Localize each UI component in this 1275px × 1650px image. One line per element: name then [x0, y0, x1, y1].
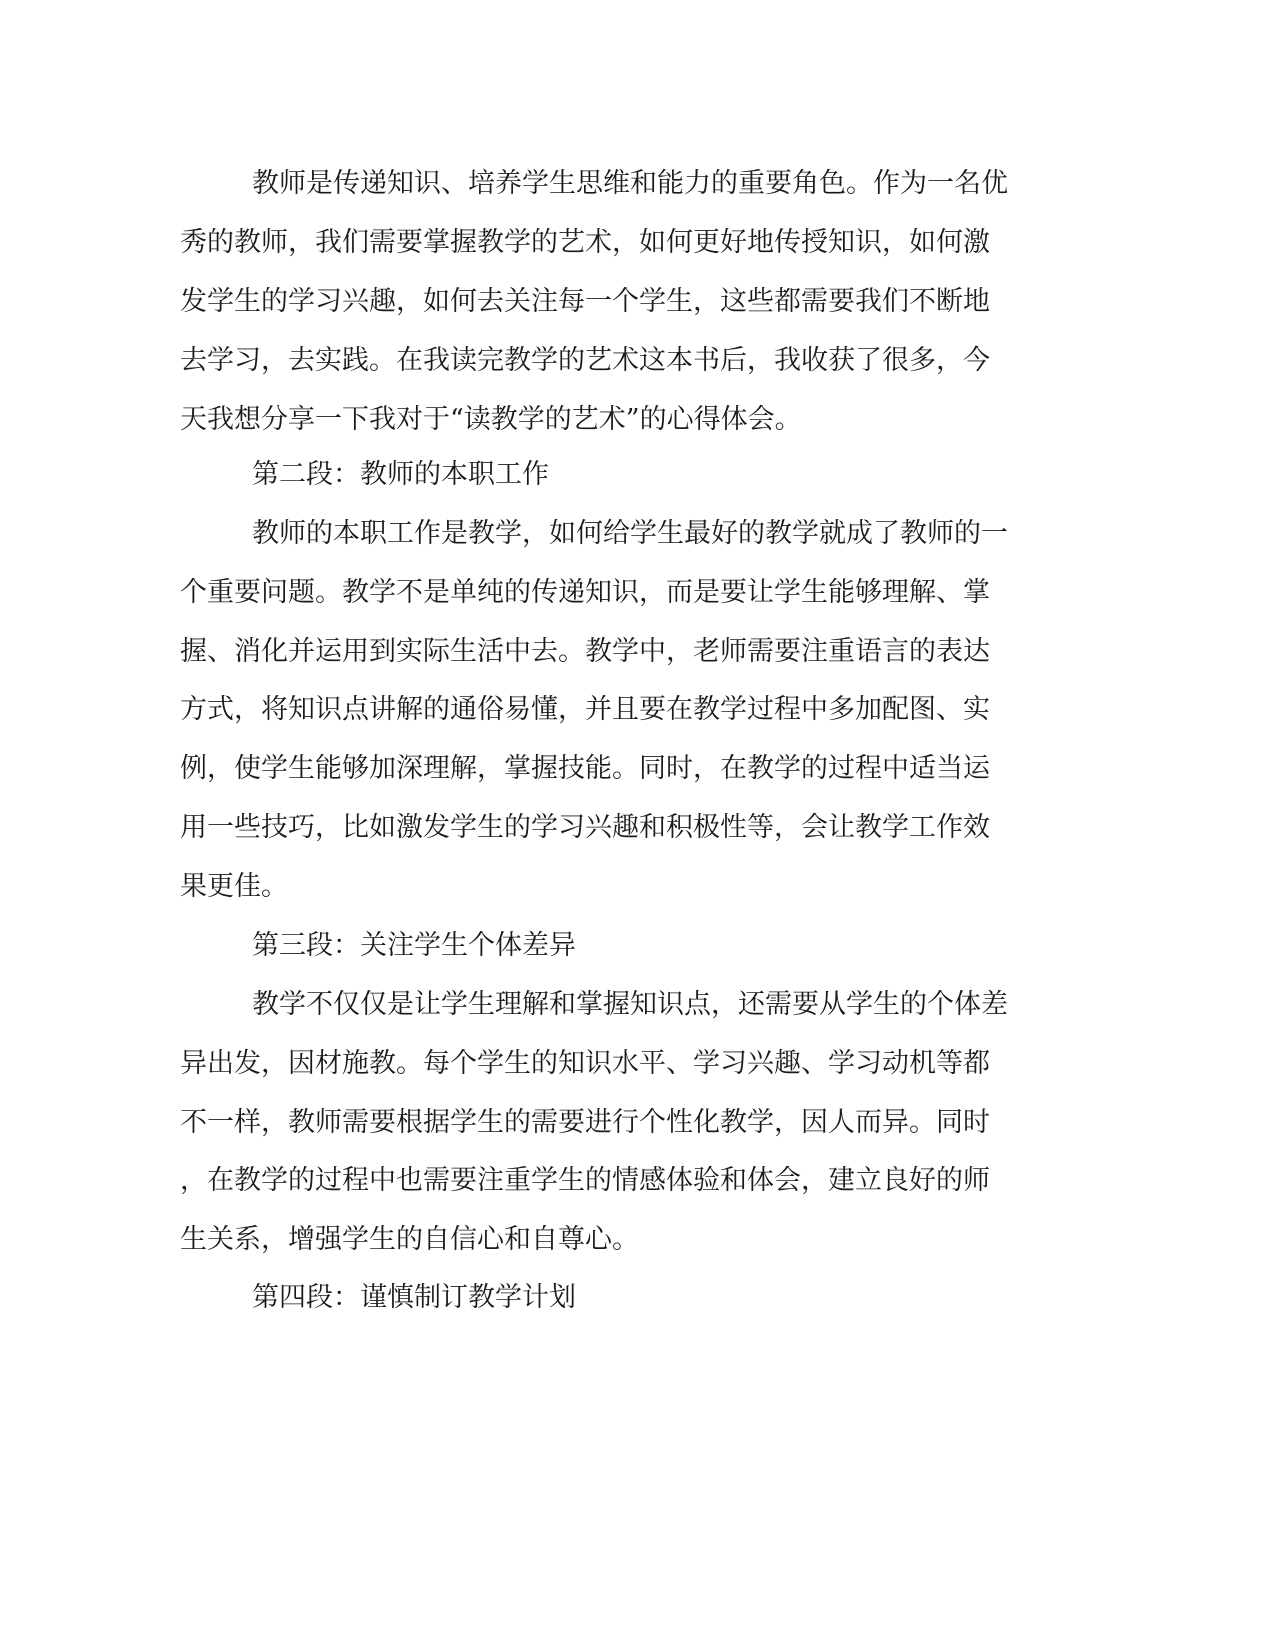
paragraph-2-line-3: 握、消化并运用到实际生活中去。教学中，老师需要注重语言的表达 [180, 636, 990, 667]
paragraph-2-line-7: 果更佳。 [180, 871, 288, 902]
paragraph-1-line-1: 教师是传递知识、培养学生思维和能力的重要角色。作为一名优 [252, 168, 1008, 199]
section-heading-4: 第四段：谨慎制订教学计划 [252, 1282, 576, 1313]
section-heading-2: 第二段：教师的本职工作 [252, 459, 549, 490]
paragraph-2-line-1: 教师的本职工作是教学，如何给学生最好的教学就成了教师的一 [252, 518, 1008, 549]
paragraph-1-line-2: 秀的教师，我们需要掌握教学的艺术，如何更好地传授知识，如何激 [180, 227, 990, 258]
paragraph-1-line-4: 去学习，去实践。在我读完教学的艺术这本书后，我收获了很多，今 [180, 345, 990, 376]
paragraph-1-line-3: 发学生的学习兴趣，如何去关注每一个学生，这些都需要我们不断地 [180, 286, 990, 317]
section-heading-3: 第三段：关注学生个体差异 [252, 930, 576, 961]
paragraph-3-line-4: ，在教学的过程中也需要注重学生的情感体验和体会，建立良好的师 [180, 1165, 990, 1196]
paragraph-2-line-4: 方式，将知识点讲解的通俗易懂，并且要在教学过程中多加配图、实 [180, 694, 990, 725]
paragraph-3-line-5: 生关系，增强学生的自信心和自尊心。 [180, 1224, 639, 1255]
paragraph-1-line-5: 天我想分享一下我对于“读教学的艺术”的心得体会。 [180, 404, 802, 435]
paragraph-2-line-5: 例，使学生能够加深理解，掌握技能。同时，在教学的过程中适当运 [180, 753, 990, 784]
paragraph-2-line-2: 个重要问题。教学不是单纯的传递知识，而是要让学生能够理解、掌 [180, 577, 990, 608]
paragraph-2-line-6: 用一些技巧，比如激发学生的学习兴趣和积极性等，会让教学工作效 [180, 812, 990, 843]
paragraph-3-line-1: 教学不仅仅是让学生理解和掌握知识点，还需要从学生的个体差 [252, 989, 1008, 1020]
paragraph-3-line-3: 不一样，教师需要根据学生的需要进行个性化教学，因人而异。同时 [180, 1107, 990, 1138]
paragraph-3-line-2: 异出发，因材施教。每个学生的知识水平、学习兴趣、学习动机等都 [180, 1048, 990, 1079]
